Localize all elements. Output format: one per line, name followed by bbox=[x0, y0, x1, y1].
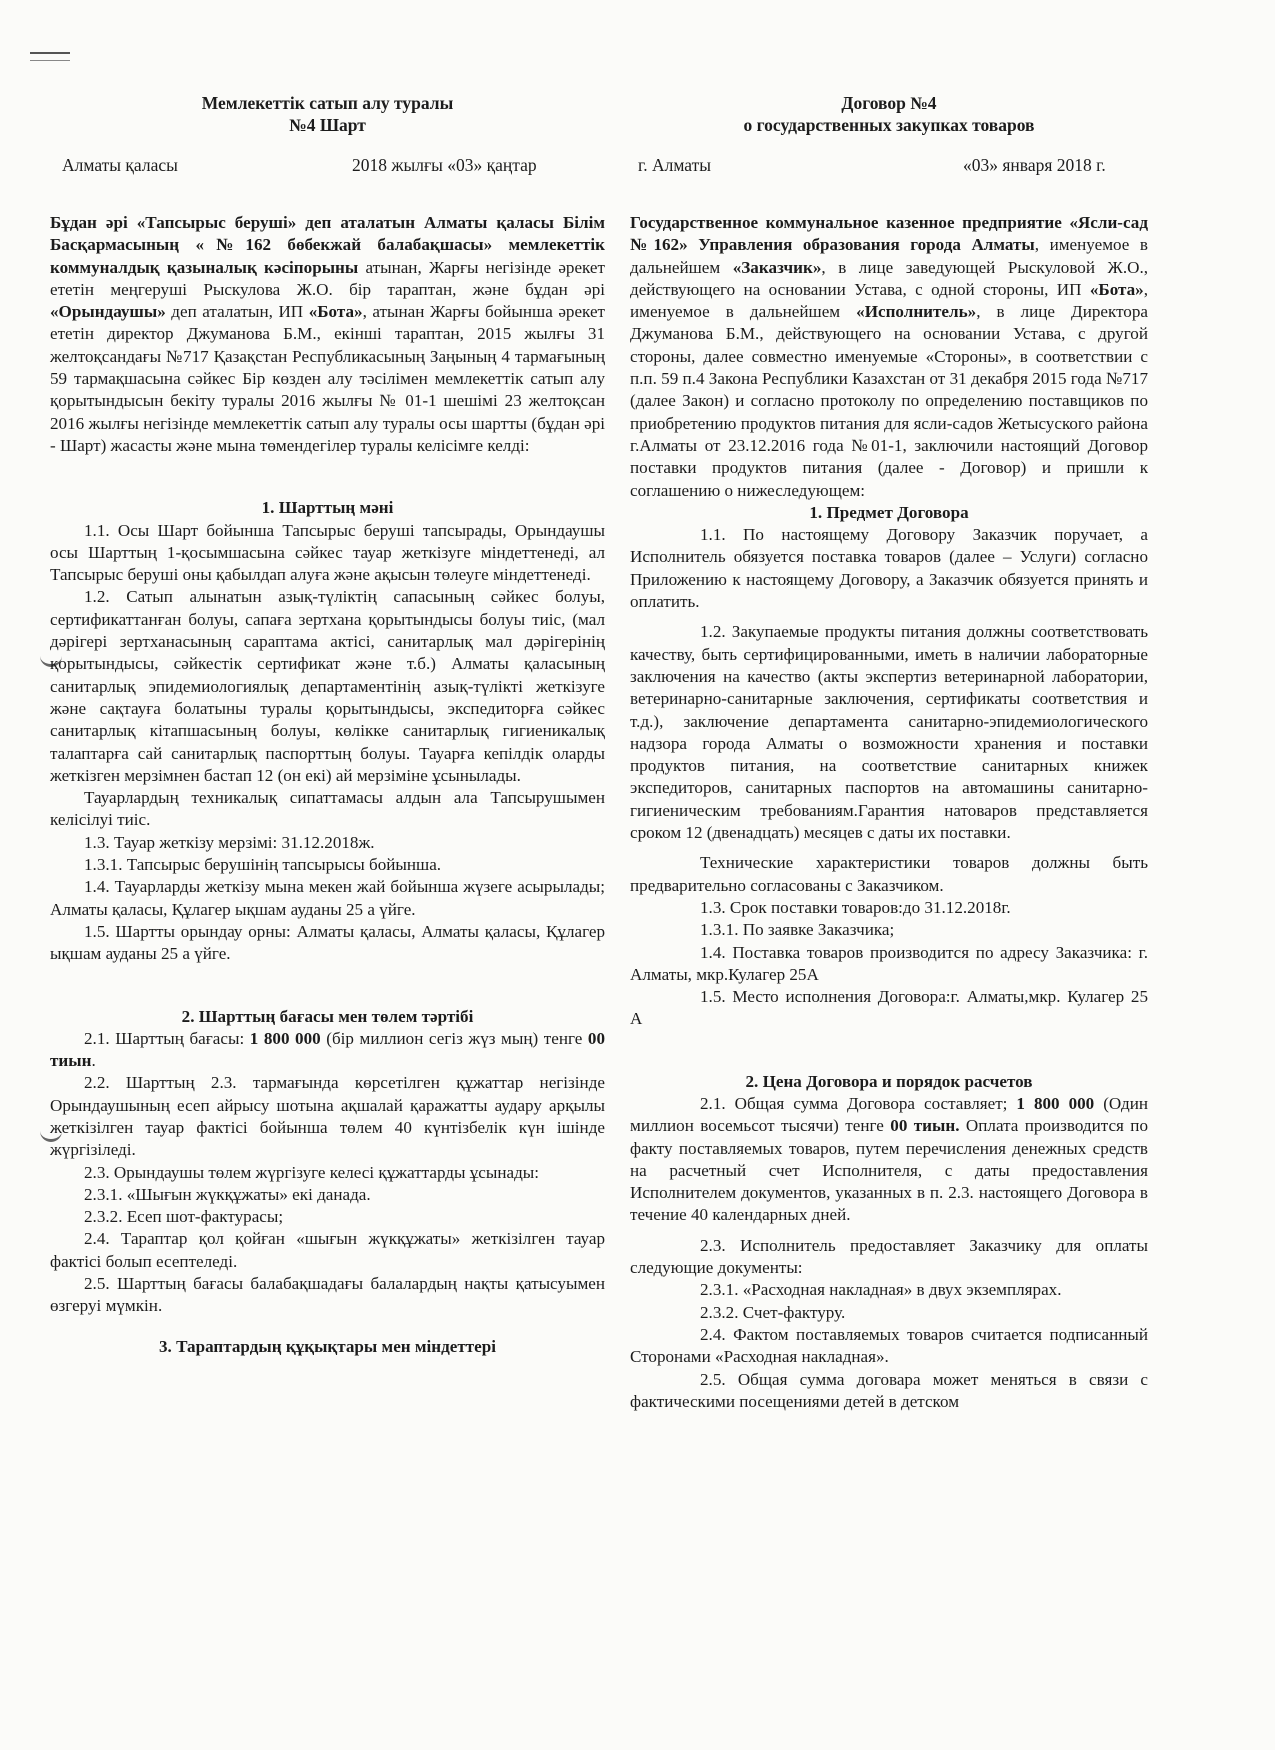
kz-clause-1-5: 1.5. Шартты орындау орны: Алматы қаласы, Алматы қаласы, Құлагер ықшам ауданы 25 а үйге. bbox=[50, 921, 605, 964]
ru-date: «03» января 2018 г. bbox=[963, 155, 1106, 175]
ru-clause-tech: Технические характеристики товаров должны быть предварительно согласованы с Заказчиком. bbox=[630, 853, 1148, 895]
kz-city: Алматы қаласы bbox=[62, 155, 178, 175]
ru-clause-1-5: 1.5. Место исполнения Договора:г. Алматы,мкр. Кулагер 25 А bbox=[630, 987, 1148, 1029]
ru-clause-1-2: 1.2. Закупаемые продукты питания должны соответствовать качеству, быть сертифицированными, иметь в наличии лабораторные заключения на качество (акты экспертиз ветеринарной лаборатории, ветеринарно-санитарные заключения, сертификаты соответствия и т.д.), заключение департамента санитарно-эпидемиологического надзора города Алматы о возможности хранения и поставки продуктов питания, на соответствие санитарных книжек экспедиторов, санитарных паспортов на автомашины санитарно-гигиеническим требованиям.Гарантия натоваров представляется сроком 12 (двенадцать) месяцев с даты их поставки. bbox=[630, 622, 1148, 843]
kz-title-line2: №4 Шарт bbox=[289, 115, 366, 135]
russian-column bbox=[630, 92, 1148, 1413]
ru-city: г. Алматы bbox=[638, 155, 711, 175]
kz-clause-2-3: 2.3. Орындаушы төлем жүргізуге келесі құжаттарды ұсынады: bbox=[84, 1162, 540, 1182]
kazakh-column bbox=[50, 92, 605, 1358]
kz-clause-1-1: 1.1. Осы Шарт бойынша Тапсырыс беруші тапсырады, Орындаушы осы Шарттың 1-қосымшасына сәйкес тауар жеткізуге міндеттенеді, ал Тапсырыс беруші оны қабылдап алуға және ақысын төлеуге міндеттенеді. bbox=[50, 520, 605, 585]
kz-title-line1: Мемлекеттік сатып алу туралы bbox=[201, 93, 454, 113]
ru-clause-1-3: 1.3. Срок поставки товаров:до 31.12.2018г. bbox=[700, 897, 1011, 917]
ru-clause-2-3-2: 2.3.2. Счет-фактуру. bbox=[700, 1302, 846, 1322]
kz-clause-2-3-2: 2.3.2. Есеп шот-фактурасы; bbox=[84, 1207, 284, 1227]
ru-title-line2: о государственных закупках товаров bbox=[743, 115, 1035, 135]
ru-dateline bbox=[630, 154, 1148, 194]
kz-section2-heading: 2. Шарттың бағасы мен төлем тәртібі bbox=[181, 1006, 474, 1026]
kz-clause-2-1: 2.1. Шарттың бағасы: 1 800 000 (бір миллион сегіз жүз мың) тенге 00 тиын. bbox=[50, 1028, 605, 1071]
kz-section3-heading: 3. Тараптардың құқықтары мен міндеттері bbox=[158, 1336, 497, 1356]
kz-intro: Бұдан әрі «Тапсырыс беруші» деп аталатын Алматы қаласы Білім Басқармасының «№162 бөбекжай балабақшасы» мемлекеттік коммуналдық қазыналық кәсіпорыны атынан, Жарғы негізінде әрекет ететін меңгеруші Рыскулова Ж.О. бір тараптан, және бұдан әрі «Орындаушы» деп аталатын, ИП «Бота», атынан Жарғы бойынша әрекет ететін директор Джуманова Б.М., екінші тараптан, 2015 жылғы 31 желтоқсандағы №717 Қазақстан Республикасының Заңының 4 тармағының 59 тармақшасына сәйкес Бір көзден алу тәсілімен мемлекеттік сатып алу қорытындысын бекіту туралы 2016 жылғы № 01-1 шешімі 23 желтоқсан 2016 жылғы негізінде мемлекеттік сатып алу туралы осы шартты (бұдан әрі - Шарт) жасасты және мына төмендегілер туралы келісімге келді: bbox=[50, 213, 605, 455]
kz-date: 2018 жылғы «03» қаңтар bbox=[352, 155, 537, 175]
kz-clause-2-5: 2.5. Шарттың бағасы балабақшадағы балалардың нақты қатысуымен өзгеруі мүмкін. bbox=[50, 1274, 605, 1316]
ru-clause-2-5: 2.5. Общая сумма договара может меняться в связи с фактическими посещениями детей в детском bbox=[630, 1369, 1148, 1411]
ru-clause-2-3-1: 2.3.1. «Расходная накладная» в двух экземплярах. bbox=[700, 1280, 1062, 1300]
ru-title bbox=[630, 92, 1148, 136]
kz-clause-1-4: 1.4. Тауарларды жеткізу мына мекен жай бойынша жүзеге асырылады; Алматы қаласы, Құлагер ықшам ауданы 25 а үйге. bbox=[50, 877, 605, 919]
kz-clause-2-4: 2.4. Тараптар қол қойған «шығын жүкқұжаты» жеткізілген тауар фактісі болып есептеледі. bbox=[50, 1229, 605, 1271]
kz-section1-heading: 1. Шарттың мәні bbox=[261, 498, 394, 518]
ru-title-line1: Договор №4 bbox=[841, 93, 937, 113]
kz-clause-2-2: 2.2. Шарттың 2.3. тармағында көрсетілген құжаттар негізінде Орындаушының есеп айрысу шотына ақшалай қаражатты аудару арқылы жеткізілген тауар фактісі бойынша төлем 40 күнтізбелік күн ішінде жүргізіледі. bbox=[50, 1073, 605, 1160]
kz-title bbox=[50, 92, 605, 136]
ru-intro: Государственное коммунальное казенное предприятие «Ясли-сад №162» Управления образования города Алматы, именуемое в дальнейшем «Заказчик», в лице заведующей Рыскуловой Ж.О., действующего на основании Устава, с одной стороны, ИП «Бота», именуемое в дальнейшем «Исполнитель», в лице Директора Джуманова Б.М., действующего на основании Устава, с другой стороны, далее совместно именуемые «Стороны», в соответствии с п.п. 59 п.4 Закона Республики Казахстан от 31 декабря 2015 года №717 (далее Закон) и согласно протоколу по определению поставщиков по приобретению продуктов питания для ясли-садов Жетысуского района г.Алматы от 23.12.2016 года №01-1, заключили настоящий Договор поставки продуктов питания (далее - Договор) и пришли к соглашению о нижеследующем: bbox=[630, 213, 1148, 500]
kz-clause-1-3-1: 1.3.1. Тапсырыс берушінің тапсырысы бойынша. bbox=[84, 855, 442, 875]
ru-clause-2-3: 2.3. Исполнитель предоставляет Заказчику для оплаты следующие документы: bbox=[630, 1235, 1148, 1278]
ru-section2-heading: 2. Цена Договора и порядок расчетов bbox=[745, 1071, 1033, 1091]
kz-clause-1-2: 1.2. Сатып алынатын азық-түліктің сапасының сәйкес болуы, сертификаттанған болуы, сапаға зертхана қорытындысы болуы тиіс, (мал дәрігері зертханасының сараптама актісі, санитарлық мал дәрігерінің қорытындысы, сәйкестік сертификат және т.б.) Алматы қаласының санитарлық эпидемиологиялық департаментінің азық-түлікті жеткізуге және сақтауға болатыны туралы қорытындысы, экспедиторға сәйкес санитарлық кітапшасының болуы, көлікке санитарлық гигиеникалық талаптарға сай санитарлық паспорттың болуы. Тауарға кепілдік оларды жеткізген мерзімнен бастап 12 (он екі) ай мерзіміне ұсынылады. bbox=[50, 587, 605, 785]
ru-clause-1-3-1: 1.3.1. По заявке Заказчика; bbox=[700, 920, 895, 940]
kz-dateline bbox=[50, 154, 605, 194]
kz-clause-tech: Тауарлардың техникалық сипаттамасы алдын ала Тапсырушымен келісілуі тиіс. bbox=[50, 788, 605, 830]
kz-clause-2-3-1: 2.3.1. «Шығын жүкқұжаты» екі данада. bbox=[84, 1184, 371, 1204]
ru-clause-2-4: 2.4. Фактом поставляемых товаров считается подписанный Сторонами «Расходная накладная». bbox=[630, 1324, 1148, 1367]
kz-clause-1-3: 1.3. Тауар жеткізу мерзімі: 31.12.2018ж. bbox=[84, 832, 375, 852]
ru-clause-1-1: 1.1. По настоящему Договору Заказчик поручает, а Исполнитель обязуется поставка товаров (далее – Услуги) согласно Приложению к настоящему Договору, а Заказчик обязуется принять и оплатить. bbox=[630, 525, 1148, 612]
scan-mark bbox=[30, 52, 70, 61]
ru-clause-1-4: 1.4. Поставка товаров производится по адресу Заказчика: г. Алматы, мкр.Кулагер 25А bbox=[630, 942, 1148, 984]
ru-clause-2-1: 2.1. Общая сумма Договора составляет; 1 800 000 (Один миллион восемьсот тысячи) тенге 00 тиын. Оплата производится по факту поставляемых товаров, путем перечисления денежных средств на расчетный счет Исполнителя, с даты предоставления Исполнителем документов, указанных в п. 2.3. настоящего Договора в течение 40 календарных дней. bbox=[630, 1093, 1149, 1225]
ru-section1-heading: 1. Предмет Договора bbox=[809, 502, 969, 522]
